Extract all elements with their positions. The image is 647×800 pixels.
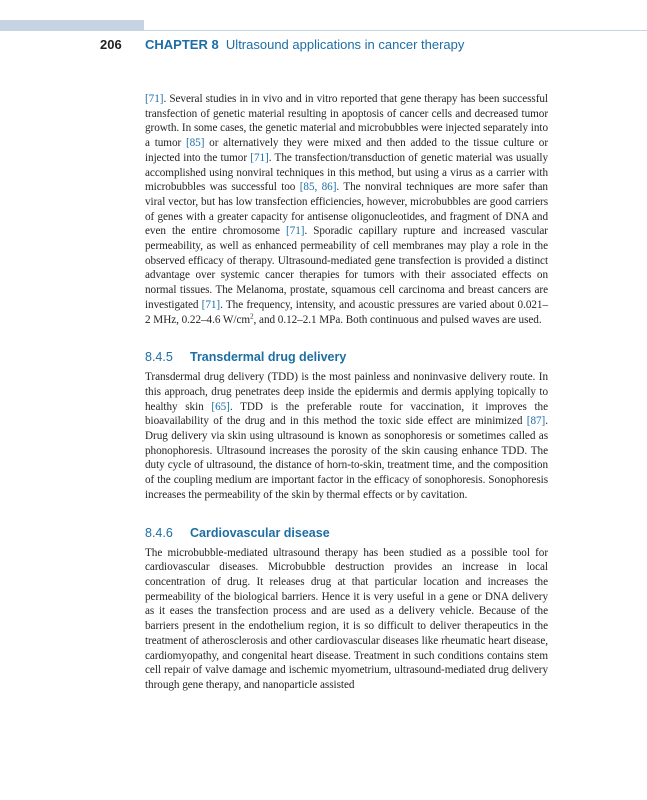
section-title: Transdermal drug delivery bbox=[190, 350, 347, 365]
paragraph-text: . The transfection/transduction of genetic material was usually accomplished using nonviral techniques in this method, but using a virus as a carrier with microbubbles was successful too bbox=[145, 151, 548, 194]
paragraph-text: . Drug delivery via skin using ultrasound is known as sonophoresis or sometimes called as phonophoresis. Ultrasound increases the porosity of the skin causing enhance TDD. The duty cycle of ultrasound, the distance of horn-to-skin, treatment time, and the composition of the coupling medium are important factor in the efficacy of sonophoresis. Sonophoresis increases the permeability of the skin by thermal effects or by cavitation. bbox=[145, 415, 548, 501]
chapter-label: CHAPTER 8 bbox=[145, 37, 219, 52]
chapter-title: Ultrasound applications in cancer therapy bbox=[225, 37, 465, 52]
paragraph-cardiovascular: The microbubble-mediated ultrasound therapy has been studied as a possible tool for cardiovascular diseases. Microbubble destruction provides an increase in local concentration of drug. It releases drug at that particular location and increases the permeability of the biological barriers. Hence it is very useful in a gene or DNA delivery as it eases the transfection process and are used as a delivery vehicle. Because of the barriers present in the endothelium region, it is so difficult to deliver therapeutics in the treatment of atherosclerosis and other cardiovascular diseases like rheumatic heart disease, cardiomyopathy, and congenital heart disease. Treatment in such conditions contains stem cell repair of valve damage and ischemic myometrium, ultrasound-mediated drug delivery through gene therapy, and nanoparticle assisted bbox=[145, 546, 548, 691]
section-title: Cardiovascular disease bbox=[190, 525, 330, 540]
paragraph-text: Transdermal drug delivery (TDD) is the most painless and noninvasive delivery route. In this approach, drug penetrates deep inside the epidermis and dermis applying topically to healthy skin bbox=[145, 371, 548, 413]
section-number: 8.4.5 bbox=[145, 350, 173, 365]
paragraph-text: . The frequency, intensity, and acoustic pressures are varied about 0.021–2 MHz, 0.22–4.6 W/cm bbox=[145, 298, 548, 326]
citation-link[interactable]: [87] bbox=[526, 415, 546, 428]
citation-link[interactable]: [85, 86] bbox=[299, 181, 337, 194]
citation-link[interactable]: [65] bbox=[211, 400, 230, 413]
section-number: 8.4.6 bbox=[145, 525, 173, 540]
paragraph-text: or alternatively they were mixed and then added to the tissue culture or injected into the tumor bbox=[145, 137, 548, 164]
section-heading-cardiovascular bbox=[145, 525, 548, 541]
main-content bbox=[145, 92, 548, 693]
citation-link[interactable]: [71] bbox=[285, 225, 305, 238]
paragraph-text: , and 0.12–2.1 MPa. Both continuous and pulsed waves are used. bbox=[253, 313, 542, 326]
paragraph-text: . The nonviral techniques are more safer than viral vector, but has low transfection efficiencies, however, microbubbles are good carriers of genes with a greater capacity for antisense oligonucleotides, and fragment of DNA and even the entire chromosome bbox=[145, 181, 548, 238]
paragraph-text: . Sporadic capillary rupture and increased vascular permeability, as well as enhanced permeability of cell membranes may play a role in the observed efficacy of therapy. Ultrasound-mediated gene transfection is provided a distinct advantage over systemic cancer therapies for tumors with their associated effects on normal tissues. The Melanoma, prostate, squamous cell carcinoma and breast cancers are investigated bbox=[145, 225, 548, 311]
citation-link[interactable]: [71] bbox=[145, 93, 164, 105]
paragraph-transdermal bbox=[145, 370, 548, 502]
paragraph-text: . TDD is the preferable route for vaccination, it improves the bioavailability of the drug and in this method the toxic side effect are minimized bbox=[145, 400, 548, 428]
citation-link[interactable]: [71] bbox=[250, 151, 269, 164]
citation-link[interactable]: [71] bbox=[201, 298, 221, 311]
citation-link[interactable]: [85] bbox=[185, 137, 205, 150]
superscript: 2 bbox=[250, 311, 254, 320]
section-heading-transdermal bbox=[145, 349, 548, 365]
header-rule bbox=[0, 30, 647, 31]
paragraph-text: . Several studies in in vivo and in vitro reported that gene therapy has been successful transfection of genetic material resulting in apoptosis of cancer cells and decreased tumor growth. In some cases, the genetic material and microbubbles were injected separately into a tumor bbox=[145, 93, 548, 150]
running-header bbox=[100, 36, 464, 54]
paragraph-gene-therapy bbox=[145, 92, 548, 327]
page-number: 206 bbox=[100, 37, 122, 52]
